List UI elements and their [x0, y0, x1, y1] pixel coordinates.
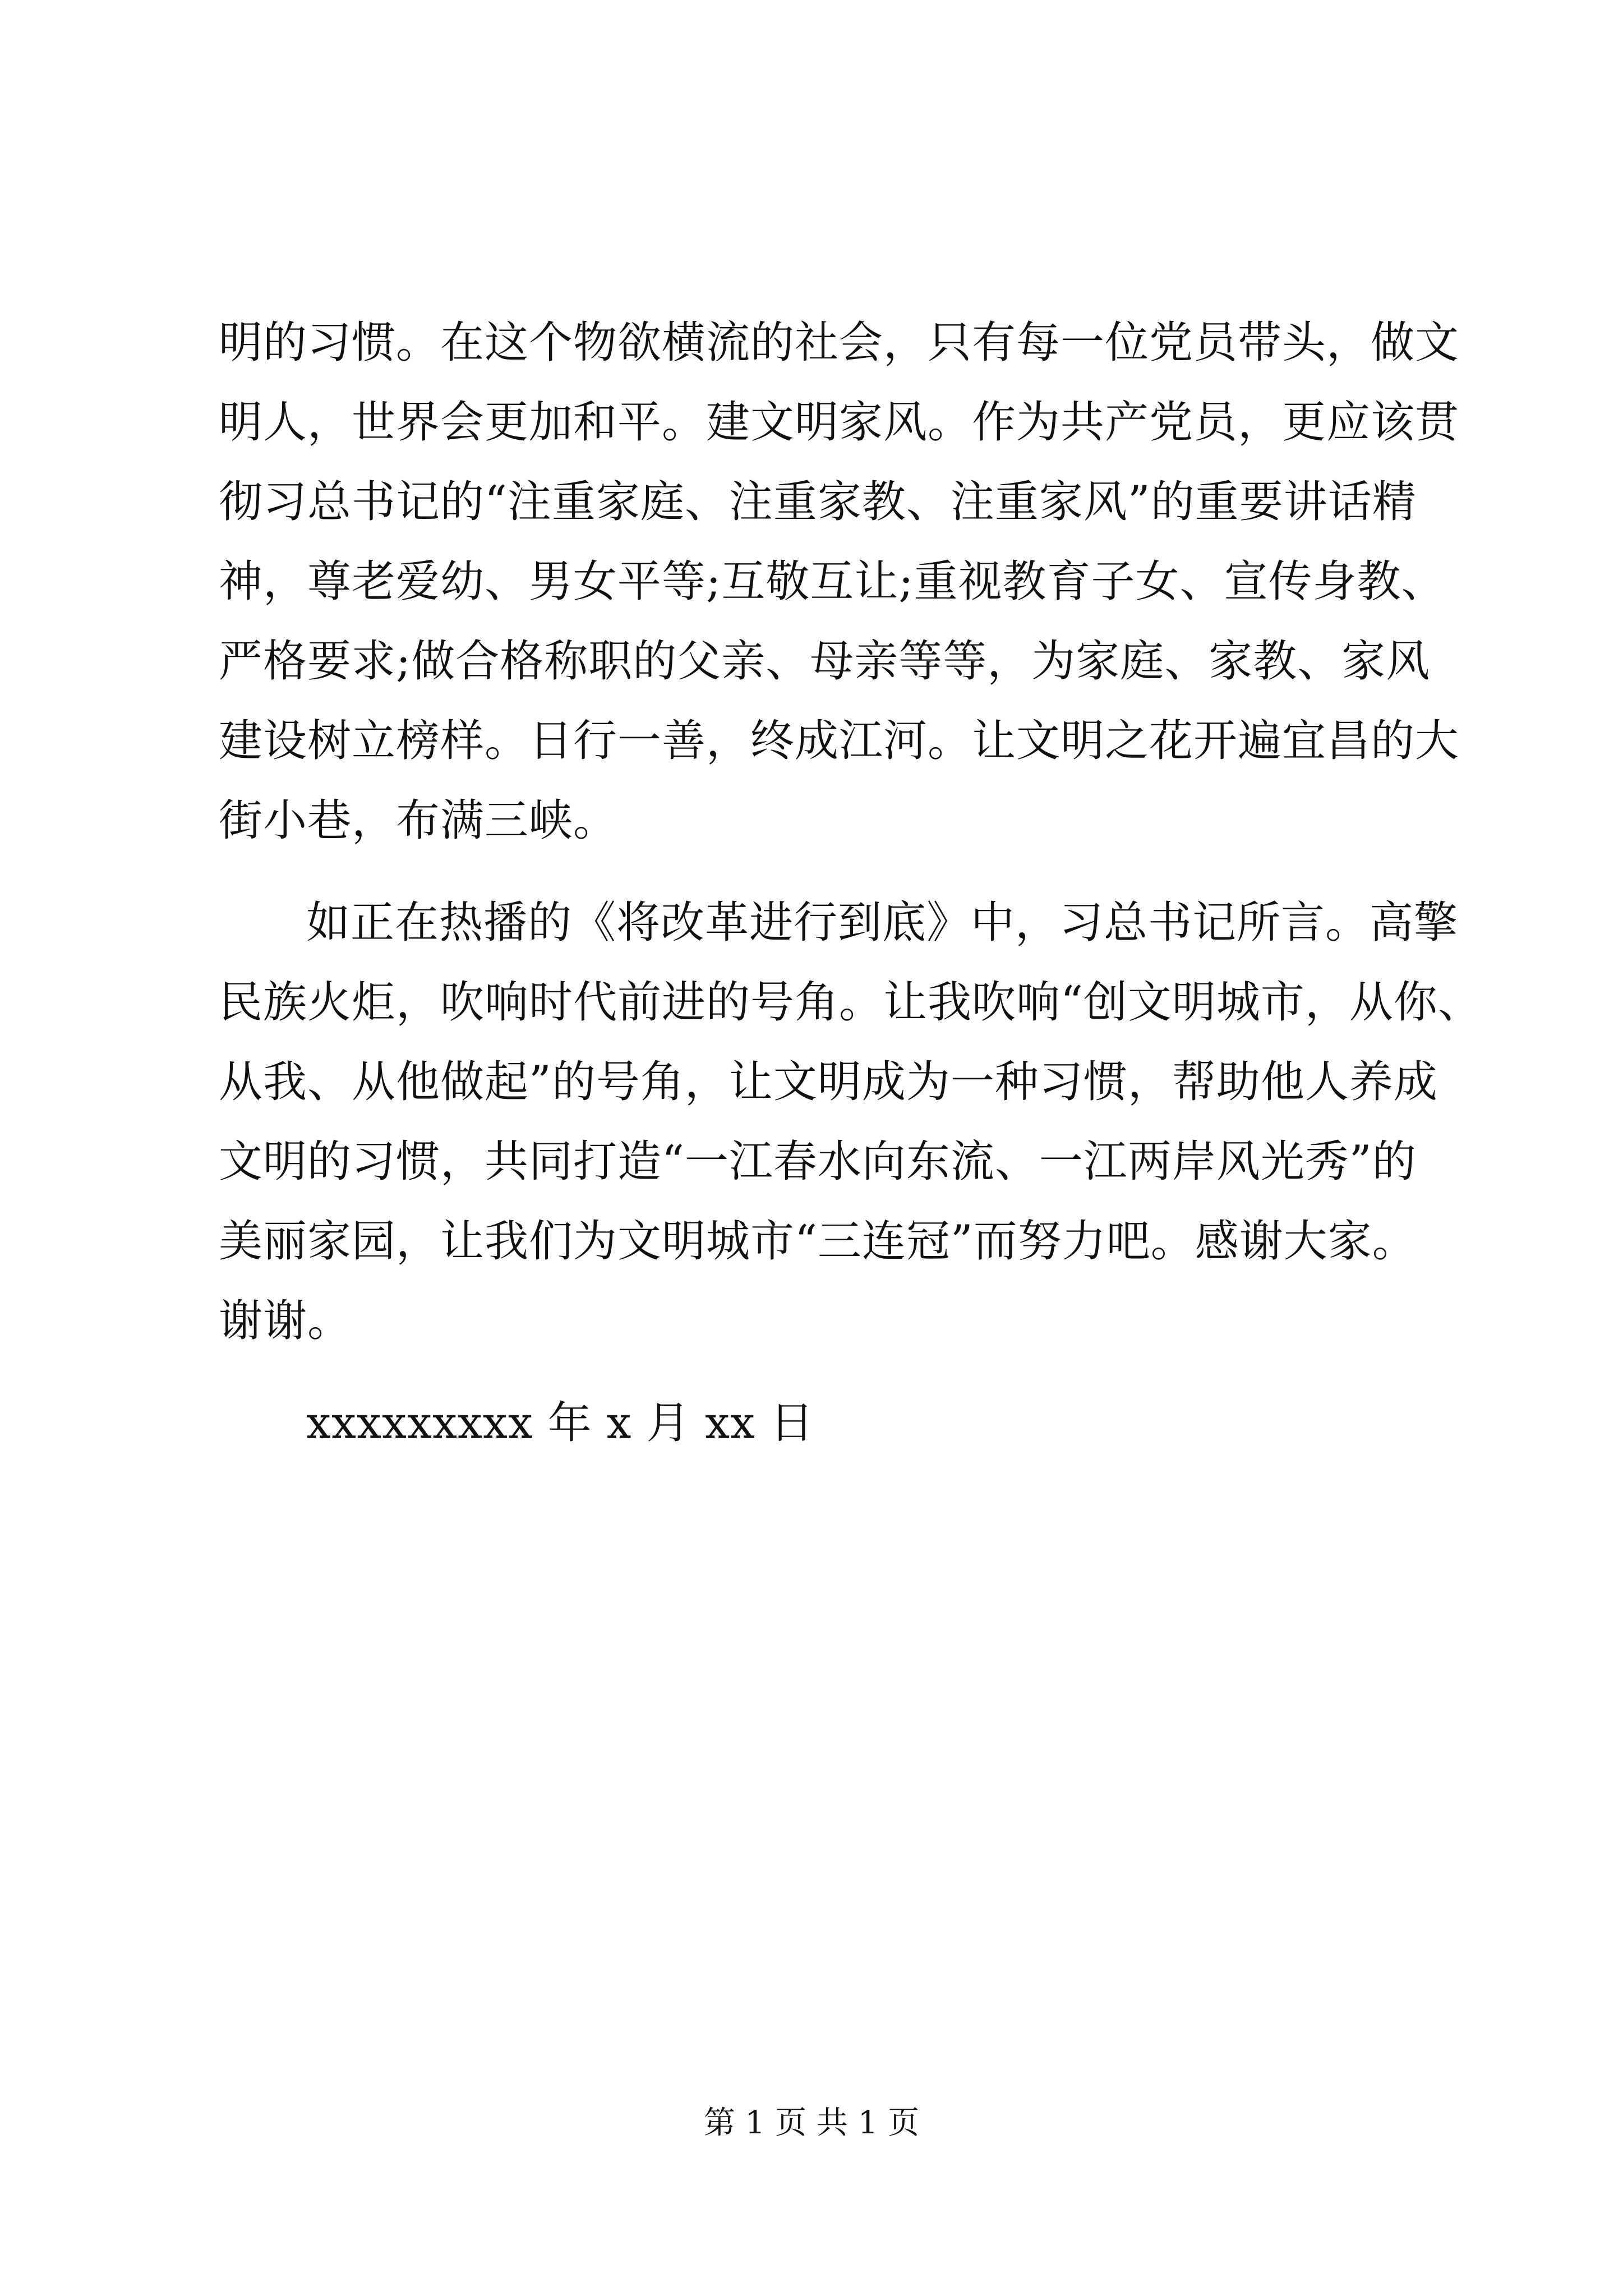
- document-body: [219, 303, 1482, 1463]
- page-number: 第 1 页 共 1 页: [703, 2105, 920, 2141]
- text-line: 彻习总书记的“注重家庭、注重家教、注重家风”的重要讲话精: [219, 477, 1417, 527]
- text-line: 建设树立榜样。日行一善，终成江河。让文明之花开遍宜昌的大: [219, 716, 1460, 766]
- paragraph-2: [219, 883, 1482, 1361]
- paragraph-spacer: [219, 1361, 1430, 1383]
- text-line: 如正在热播的《将改革进行到底》中，习总书记所言。高擎: [306, 898, 1459, 948]
- text-line: 街小巷，布满三峡。: [219, 795, 618, 846]
- text-line: 明人，世界会更加和平。建文明家风。作为共产党员，更应该贯: [219, 397, 1460, 448]
- date-line: xxxxxxxxx 年 x 月 xx 日: [306, 1398, 814, 1448]
- text-line: 美丽家园，让我们为文明城市“三连冠”而努力吧。感谢大家。: [219, 1216, 1417, 1267]
- text-line: 谢谢。: [219, 1296, 352, 1346]
- paragraph-1: [219, 303, 1460, 861]
- text-line: 文明的习惯，共同打造“一江春水向东流、一江两岸风光秀”的: [219, 1137, 1417, 1187]
- text-line: 神，尊老爱幼、男女平等;互敬互让;重视教育子女、宣传身教、: [219, 556, 1446, 607]
- text-line: 从我、从他做起”的号角，让文明成为一种习惯，帮助他人养成: [219, 1057, 1438, 1107]
- text-line: 明的习惯。在这个物欲横流的社会，只有每一位党员带头，做文: [219, 318, 1460, 368]
- page-footer: [0, 2101, 1623, 2146]
- text-line: 民族火炬，吹响时代前进的号角。让我吹响“创文明城市，从你、: [219, 977, 1482, 1028]
- text-line: 严格要求;做合格称职的父亲、母亲等等，为家庭、家教、家风: [219, 636, 1431, 687]
- paragraph-spacer: [219, 861, 1430, 883]
